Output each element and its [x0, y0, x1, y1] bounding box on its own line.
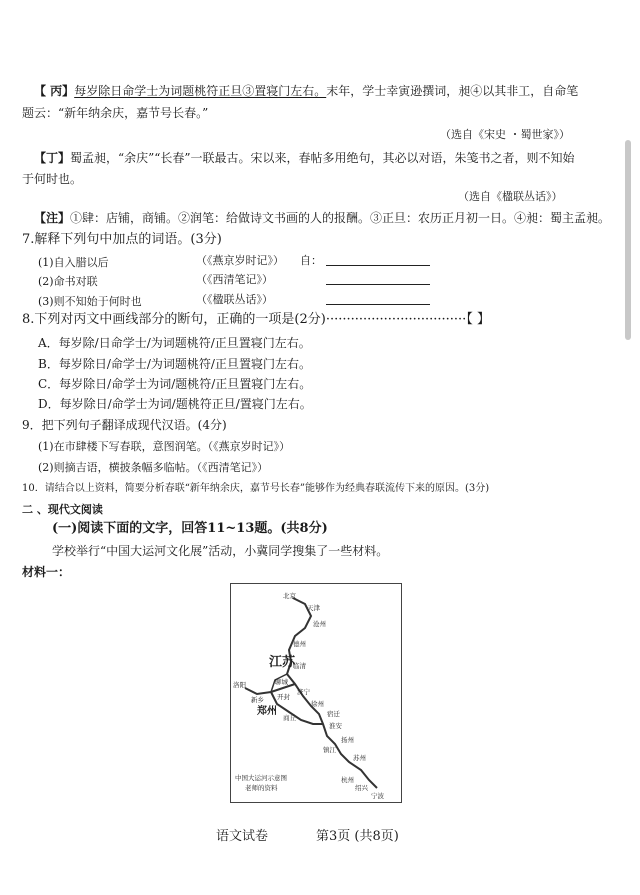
map-city: 天津: [307, 604, 320, 612]
material-label: 材料一：: [22, 565, 71, 579]
q8-option-c[interactable]: C．每岁除日/命学士为词/题桃符/正旦置寝门左右。: [38, 377, 312, 391]
passage-bing-underline: 每岁除日命学士为词题桃符正旦③置寝门左右。: [74, 84, 327, 98]
map-city: 扬州: [341, 736, 354, 744]
passage-ding-mark: 【丁】: [34, 151, 71, 165]
passage-ding-source: （选自《楹联丛话》）: [458, 190, 563, 203]
map-city: 徐州: [311, 700, 324, 708]
map-city: 聊城: [275, 678, 288, 686]
passage-bing-rest: 末年，学士幸寅逊撰词，昶④以其非工，自命笔: [326, 84, 579, 98]
q7-answer-3[interactable]: [326, 292, 430, 308]
q7-item-2-source: （《西清笔记》）: [196, 273, 273, 286]
map-city: 济宁: [297, 688, 310, 696]
map-region-label: 江苏: [269, 655, 296, 670]
q7-item-1: (1)自入腊以后: [38, 256, 109, 269]
map-city: 宿迁: [327, 710, 340, 718]
map-city: 绍兴: [355, 784, 368, 792]
q7-item-3-source: （《楹联丛话》）: [196, 293, 273, 306]
intro-text: 学校举行“中国大运河文化展”活动，小冀同学搜集了一些材料。: [52, 544, 389, 558]
map-city: 郑州: [257, 706, 277, 717]
scrollbar[interactable]: [625, 140, 631, 340]
passage-bing-line1: [34, 85, 578, 97]
q8-option-b[interactable]: B．每岁除日/命学士/为词题桃符/正旦置寝门左右。: [38, 357, 311, 371]
question-9-title: 9．把下列句子翻译成现代汉语。(4分): [22, 418, 227, 432]
question-10: 10．请结合以上资料，简要分析春联“新年纳余庆，嘉节号长春”能够作为经典春联流传下来的原因。(3分): [22, 483, 490, 494]
map-city: 北京: [283, 592, 296, 600]
map-city: 宁波: [371, 792, 384, 800]
map-caption-note: 老师的资料: [245, 784, 278, 792]
footer-page: 第3页 (共8页): [316, 829, 399, 844]
map-city: 沧州: [313, 620, 326, 628]
map-city: 商丘: [283, 714, 296, 722]
section-heading: 二 、现代文阅读: [22, 503, 103, 516]
q7-item-3: (3)则不知始于何时也: [38, 295, 142, 308]
map-city: 德州: [293, 640, 306, 648]
notes-label: 【注】: [34, 211, 71, 225]
subsection-heading: (一)阅读下面的文字，回答11~13题。(共8分): [52, 521, 328, 536]
map-city: 镇江: [323, 746, 336, 754]
footer-subject: 语文试卷: [216, 829, 269, 844]
q7-item-2: (2)命书对联: [38, 275, 98, 288]
q7-item-1-source: （《燕京岁时记》）: [196, 254, 284, 267]
canal-map-svg: [231, 584, 401, 802]
passage-ding-line1: 【丁】蜀孟昶，“余庆”“长春”一联最古。宋以来，春帖多用绝句，其必以对语，朱笺书之者，则不知始: [34, 151, 575, 165]
q9-item-2: (2)则摘吉语，横披条幅多临帖。（《西清笔记》）: [38, 461, 269, 474]
passage-bing-source: （选自《宋史 ・蜀世家》）: [440, 128, 570, 141]
map-city: 开封: [277, 693, 290, 701]
passage-bing-line2: 题云：“新年纳余庆，嘉节号长春。”: [22, 106, 209, 120]
map-city: 淮安: [329, 722, 342, 730]
map-caption: 中国大运河示意图: [235, 774, 287, 782]
q8-option-a[interactable]: A．每岁除/日命学士/为词题桃符/正旦置寝门左右。: [38, 336, 311, 350]
passage-ding-line2: 于何时也。: [22, 172, 83, 186]
passage-bing-mark: 【 丙】: [34, 84, 75, 98]
map-city: 新乡: [251, 696, 264, 704]
q7-answer-2[interactable]: [326, 272, 430, 288]
map-city: 苏州: [353, 754, 366, 762]
question-8-title: 8.下列对丙文中画线部分的断句，正确的一项是(2分)··································【 】: [22, 312, 490, 327]
map-city: 洛阳: [233, 681, 246, 689]
q7-answer-1[interactable]: [326, 253, 430, 269]
canal-map: [230, 583, 402, 803]
q9-item-1: (1)在市肆楼下写春联，意图润笔。（《燕京岁时记》）: [38, 440, 291, 453]
map-city: 杭州: [341, 776, 354, 784]
q7-item-1-key: 自：: [300, 254, 322, 267]
notes: 【注】①肆：店铺，商铺。②润笔：给做诗文书画的人的报酬。③正旦：农历正月初一日。④昶：蜀主孟昶。: [34, 211, 611, 225]
question-7-title: 7.解释下列句中加点的词语。(3分): [22, 232, 222, 247]
q8-option-d[interactable]: D．每岁除日/命学士为词/题桃符正旦/置寝门左右。: [38, 397, 312, 411]
map-city: 临清: [293, 662, 306, 670]
